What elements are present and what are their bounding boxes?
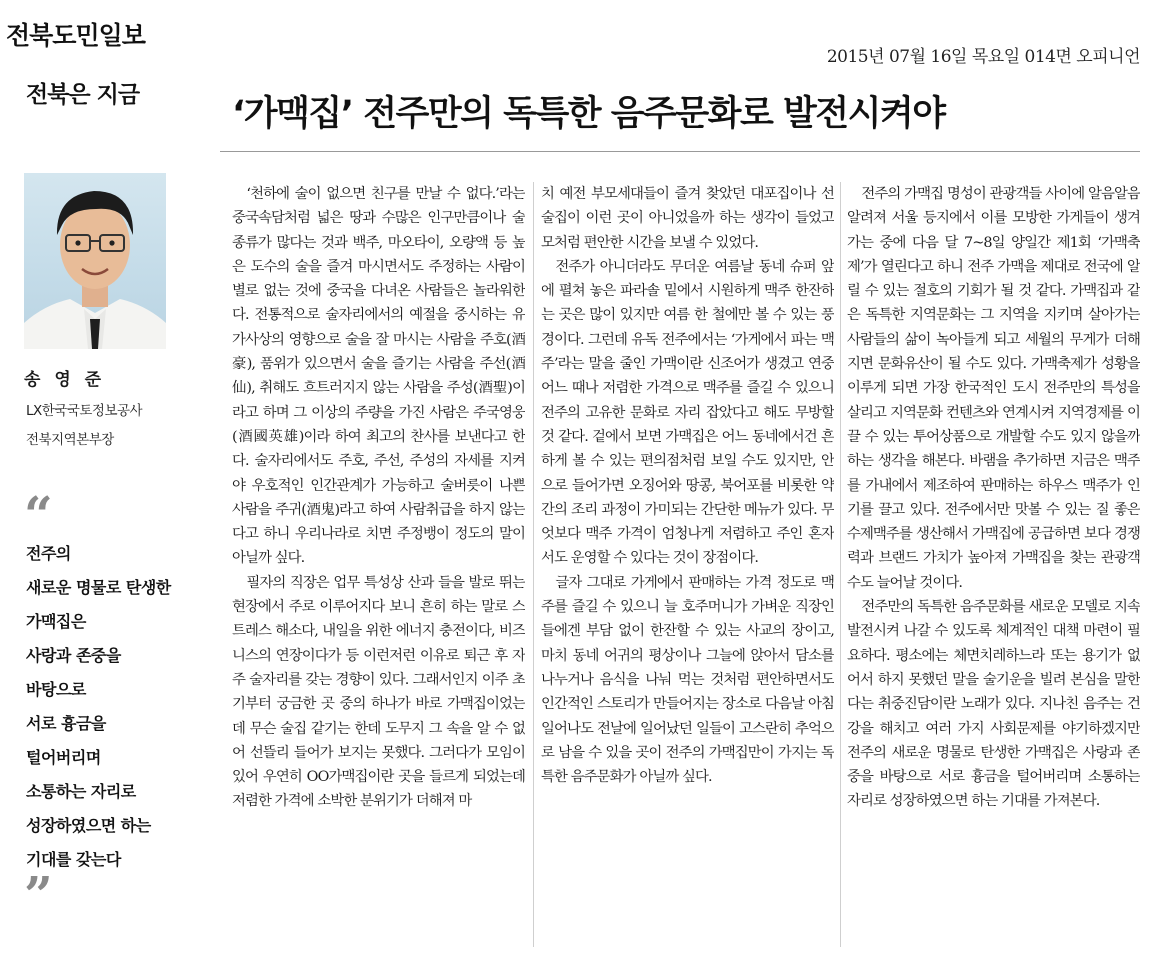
author-portrait-icon — [24, 173, 166, 349]
paragraph: 필자의 직장은 업무 특성상 산과 들을 발로 뛰는 현장에서 주로 이루어지다 보니 흔히 하는 말로 스트레스 해소다, 내일을 위한 에너지 충전이다, 비즈니스의 연장이다가 등 이런저런 이유로 퇴근 후 자주 술자리를 갖는 경향이 있다. 그래서인지 이주 초기부터 궁금한 곳 중의 하나가 바로 가맥집이었는데 무슨 술집 같기는 한데 도무지 그 속을 알 수 없어 선뜰리 들어가 보지는 못했다. 그러다가 모임이 있어 우연히 OO가맥집이란 곳을 들르게 되었는데 저렴한 가격에 소박한 분위기가 더해져 마 — [232, 574, 525, 810]
pull-quote-line: 새로운 명물로 탄생한 — [26, 578, 171, 597]
pull-quote-line: 가맥집은 — [26, 612, 86, 631]
article-column-1 — [232, 182, 525, 952]
headline-rule — [220, 151, 1140, 152]
paragraph: 글자 그대로 가게에서 판매하는 가격 정도로 맥주를 즐길 수 있으니 늘 호주머니가 가벼운 직장인들에겐 부담 없이 한잔할 수 있는 사교의 장이고, 마치 동네 어귀의 평상이나 그늘에 앉아서 담소를 나누거나 음식을 나눠 먹는 것처럼 편안하면서도 인간적인 스토리가 만들어지는 장소로 다음날 아침 일어나도 전날에 일어났던 일들이 고스란히 추억으로 남을 수 있을 곳이 전주의 가맥집만이 가지는 독특한 음주문화가 아닐까 싶다. — [541, 574, 834, 786]
article-column-3 — [847, 182, 1140, 952]
pull-quote-line: 성장하였으면 하는 — [26, 816, 151, 835]
quote-close-icon: ” — [24, 865, 53, 924]
paragraph: 전주만의 독특한 음주문화를 새로운 모델로 지속 발전시켜 나갈 수 있도록 체계적인 대책 마련이 필요하다. 평소에는 체면치레하느라 또는 용기가 없어서 하지 못했던 말을 술기운을 빌려 본심을 말한다는 취중진담이란 노래가 있다. 지나친 음주는 건강을 해치고 여러 가지 사회문제를 야기하겠지만 전주의 새로운 명물로 탄생한 가맥집은 사랑과 존중을 바탕으로 서로 흉금을 털어버리며 소통하는 자리로 성장하였으면 하는 기대를 가져본다. — [847, 599, 1140, 810]
paragraph: 전주의 가맥집 명성이 관광객들 사이에 알음알음 알려져 서울 등지에서 이를 모방한 가게들이 생겨가는 중에 다음 달 7~8일 양일간 제1회 ‘가맥축제’가 열린다고 하니 전주 가맥을 제대로 전국에 알릴 수 있는 절호의 기회가 될 것 같다. 가맥집과 같은 독특한 지역문화는 그 지역을 지키며 살아가는 사람들의 삶이 녹아들게 되고 세월의 무게가 더해지면 문화유산이 될 수도 있다. 가맥축제가 성황을 이루게 되면 가장 한국적인 도시 전주만의 특성을 살리고 지역문화 컨텐츠와 연계시켜 지역경제를 이끌 수 있는 투어상품으로 개발할 수도 있지 않을까 하는 생각을 해본다. 바램을 추가하면 지금은 맥주를 가내에서 제조하여 판매하는 하우스 맥주가 인기를 끌고 있다. 전주에서만 맛볼 수 있는 질 좋은 수제맥주를 생산해서 가맥집에 공급하면 보다 경쟁력과 브랜드 가치가 높아져 가맥집을 찾는 관광객 수도 늘어날 것이다. — [847, 186, 1140, 591]
author-organization: LX한국국토정보공사 — [26, 403, 143, 419]
pull-quote-line: 소통하는 자리로 — [26, 782, 136, 801]
pull-quote — [26, 537, 211, 877]
paragraph: ‘천하에 술이 없으면 친구를 만날 수 없다.’라는 중국속담처럼 넓은 땅과 수많은 인구만큼이나 술 종류가 많다는 것과 백주, 마오타이, 오량액 등 높은 도수의 술을 즐겨 마시면서도 주정하는 사람이 별로 없는 것에 중국을 다녀온 사람들은 놀라워한다. 전통적으로 술자리에서의 예절을 중시하는 유가사상의 영향으로 술을 잘 마시는 사람을 주호(酒豪), 품위가 있으면서 술을 즐기는 사람을 주선(酒仙), 취해도 흐트러지지 않는 사람을 주성(酒聖)이라고 하며 그 이상의 주량을 가진 사람은 주국영웅(酒國英雄)이라 하여 최고의 찬사를 보낸다고 한다. 술자리에서도 주호, 주선, 주성의 자세를 지켜야 우호적인 인간관계가 가능하고 술버릇이 나쁜 사람을 주귀(酒鬼)라고 하여 사람취급을 하지 않는다고 하니 우리나라로 치면 주정뱅이 정도의 말이 아닐까 싶다. — [232, 186, 525, 567]
pull-quote-line: 바탕으로 — [26, 680, 86, 699]
pull-quote-line: 사랑과 존중을 — [26, 646, 121, 665]
dateline: 2015년 07월 16일 목요일 014면 오피니언 — [826, 47, 1140, 67]
author-photo — [24, 173, 166, 349]
paragraph: 전주가 아니더라도 무더운 여름날 동네 슈퍼 앞에 펼쳐 놓은 파라솔 밑에서 시원하게 맥주 한잔하는 곳은 많이 있지만 여름 한 철에만 볼 수 있는 풍경이다. 그런데 유독 전주에서는 ‘가게에서 파는 맥주’라는 말을 줄인 가맥이란 신조어가 생겼고 연중 어느 때나 저렴한 가격으로 맥주를 즐길 수 있으니 전주의 고유한 문화로 자리 잡았다고 해도 무방할 것 같다. 겉에서 보면 가맥집은 어느 동네에서건 흔하게 볼 수 있는 편의점처럼 보일 수도 있지만, 안으로 들어가면 오징어와 땅콩, 북어포를 비롯한 약간의 조리 과정이 가미되는 간단한 메뉴가 있다. 무엇보다 맥주 가격이 엄청나게 저렴하고 주인 혼자서도 운영할 수 있다는 것이 장점이다. — [541, 258, 834, 567]
section-name: 전북은 지금 — [26, 82, 140, 108]
masthead: 전북도민일보 — [6, 21, 145, 50]
pull-quote-line: 서로 흉금을 — [26, 714, 106, 733]
pull-quote-line: 털어버리며 — [26, 748, 101, 767]
pull-quote-line: 전주의 — [26, 544, 71, 563]
paragraph: 치 예전 부모세대들이 즐겨 찾았던 대포집이나 선술집이 이런 곳이 아니었을까 하는 생각이 들었고 모처럼 편안한 시간을 보낼 수 있었다. — [541, 186, 834, 251]
author-name: 송 영 준 — [24, 370, 106, 390]
column-divider — [533, 182, 534, 947]
author-title: 전북지역본부장 — [26, 432, 114, 448]
article-column-2 — [541, 182, 834, 952]
quote-open-icon: “ — [24, 485, 53, 544]
headline: ‘가맥집’ 전주만의 독특한 음주문화로 발전시켜야 — [232, 94, 945, 134]
pull-quote-line: 기대를 갖는다 — [26, 850, 121, 869]
column-divider — [840, 182, 841, 947]
